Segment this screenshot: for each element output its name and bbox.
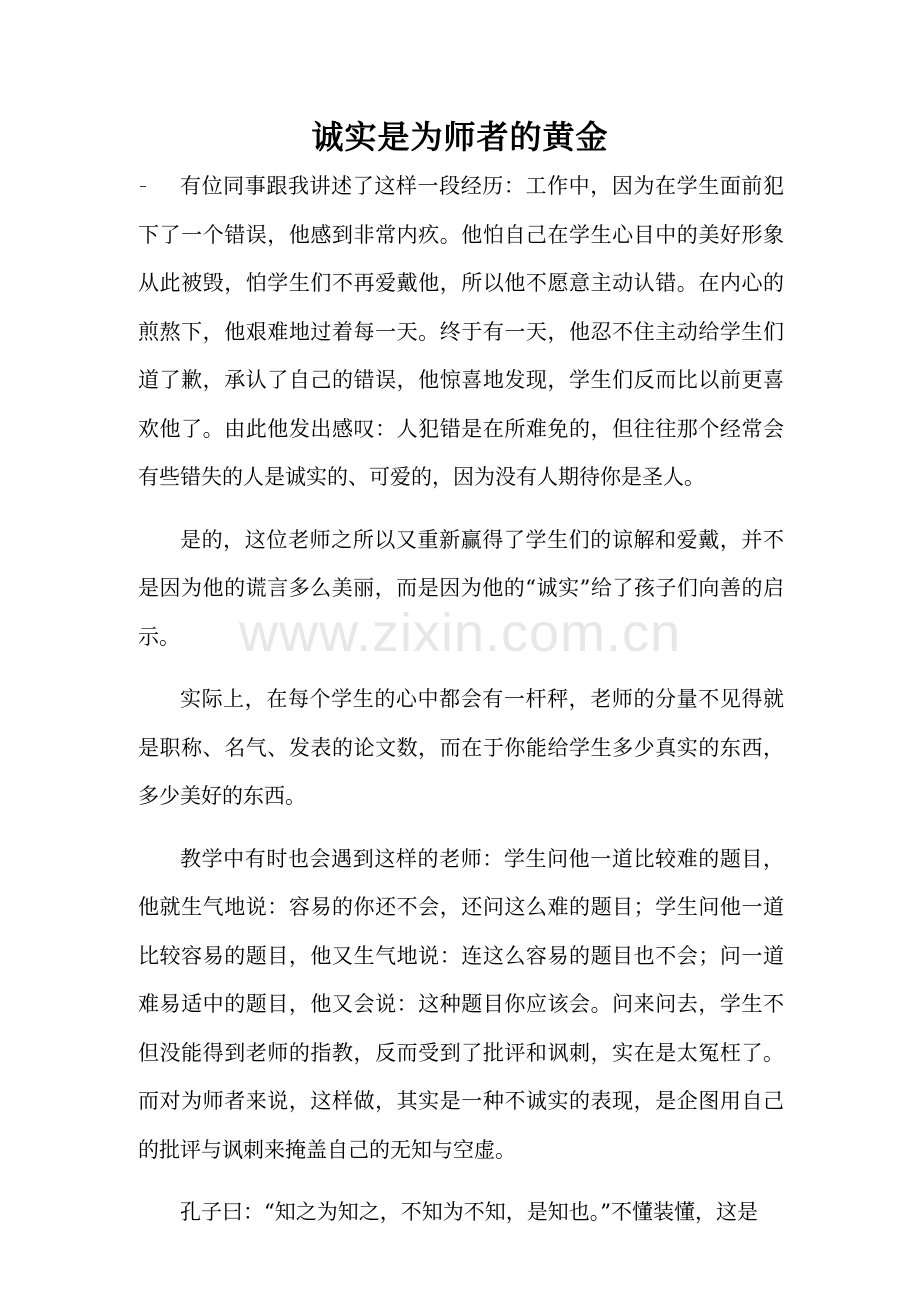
paragraph-1: 有位同事跟我讲述了这样一段经历：工作中，因为在学生面前犯下了一个错误，他感到非常内疚。他怕自己在学生心目中的美好形象从此被毁，怕学生们不再爱戴他，所以他不愿意主动认错。在内心的煎熬下，他艰难地过着每一天。终于有一天，他忍不住主动给学生们道了歉，承认了自己的错误，他惊喜地发现，学生们反而比以前更喜欢他了。由此他发出感叹：人犯错是在所难免的，但往往那个经常会有些错失的人是诚实的、可爱的，因为没有人期待你是圣人。 [138,174,784,489]
document-body [138,162,784,1237]
paragraph-5: 孔子曰：“知之为知之，不知为不知，是知也。”不懂装懂，这是 [180,1200,758,1224]
paragraph-4: 教学中有时也会遇到这样的老师：学生问他一道比较难的题目，他就生气地说：容易的你还不会，还问这么难的题目；学生问他一道比较容易的题目，他又生气地说：连这么容易的题目也不会；问一道难易适中的题目，他又会说：这种题目你应该会。问来问去，学生不但没能得到老师的指教，反而受到了批评和讽刺，实在是太冤枉了。而对为师者来说，这样做，其实是一种不诚实的表现，是企图用自己的批评与讽刺来掩盖自己的无知与空虚。 [138,846,784,1162]
watermark-text: www.zixin.com.cn [238,603,682,663]
document-title: 诚实是为师者的黄金 [311,118,609,156]
paragraph-2: 是的，这位老师之所以又重新赢得了学生们的谅解和爱戴，并不是因为他的谎言多么美丽，而是因为他的“诚实”给了孩子们向善的启示。 [138,527,784,649]
paragraph-3: 实际上，在每个学生的心中都会有一杆秤，老师的分量不见得就是职称、名气、发表的论文数，而在于你能给学生多少真实的东西，多少美好的东西。 [138,687,784,808]
